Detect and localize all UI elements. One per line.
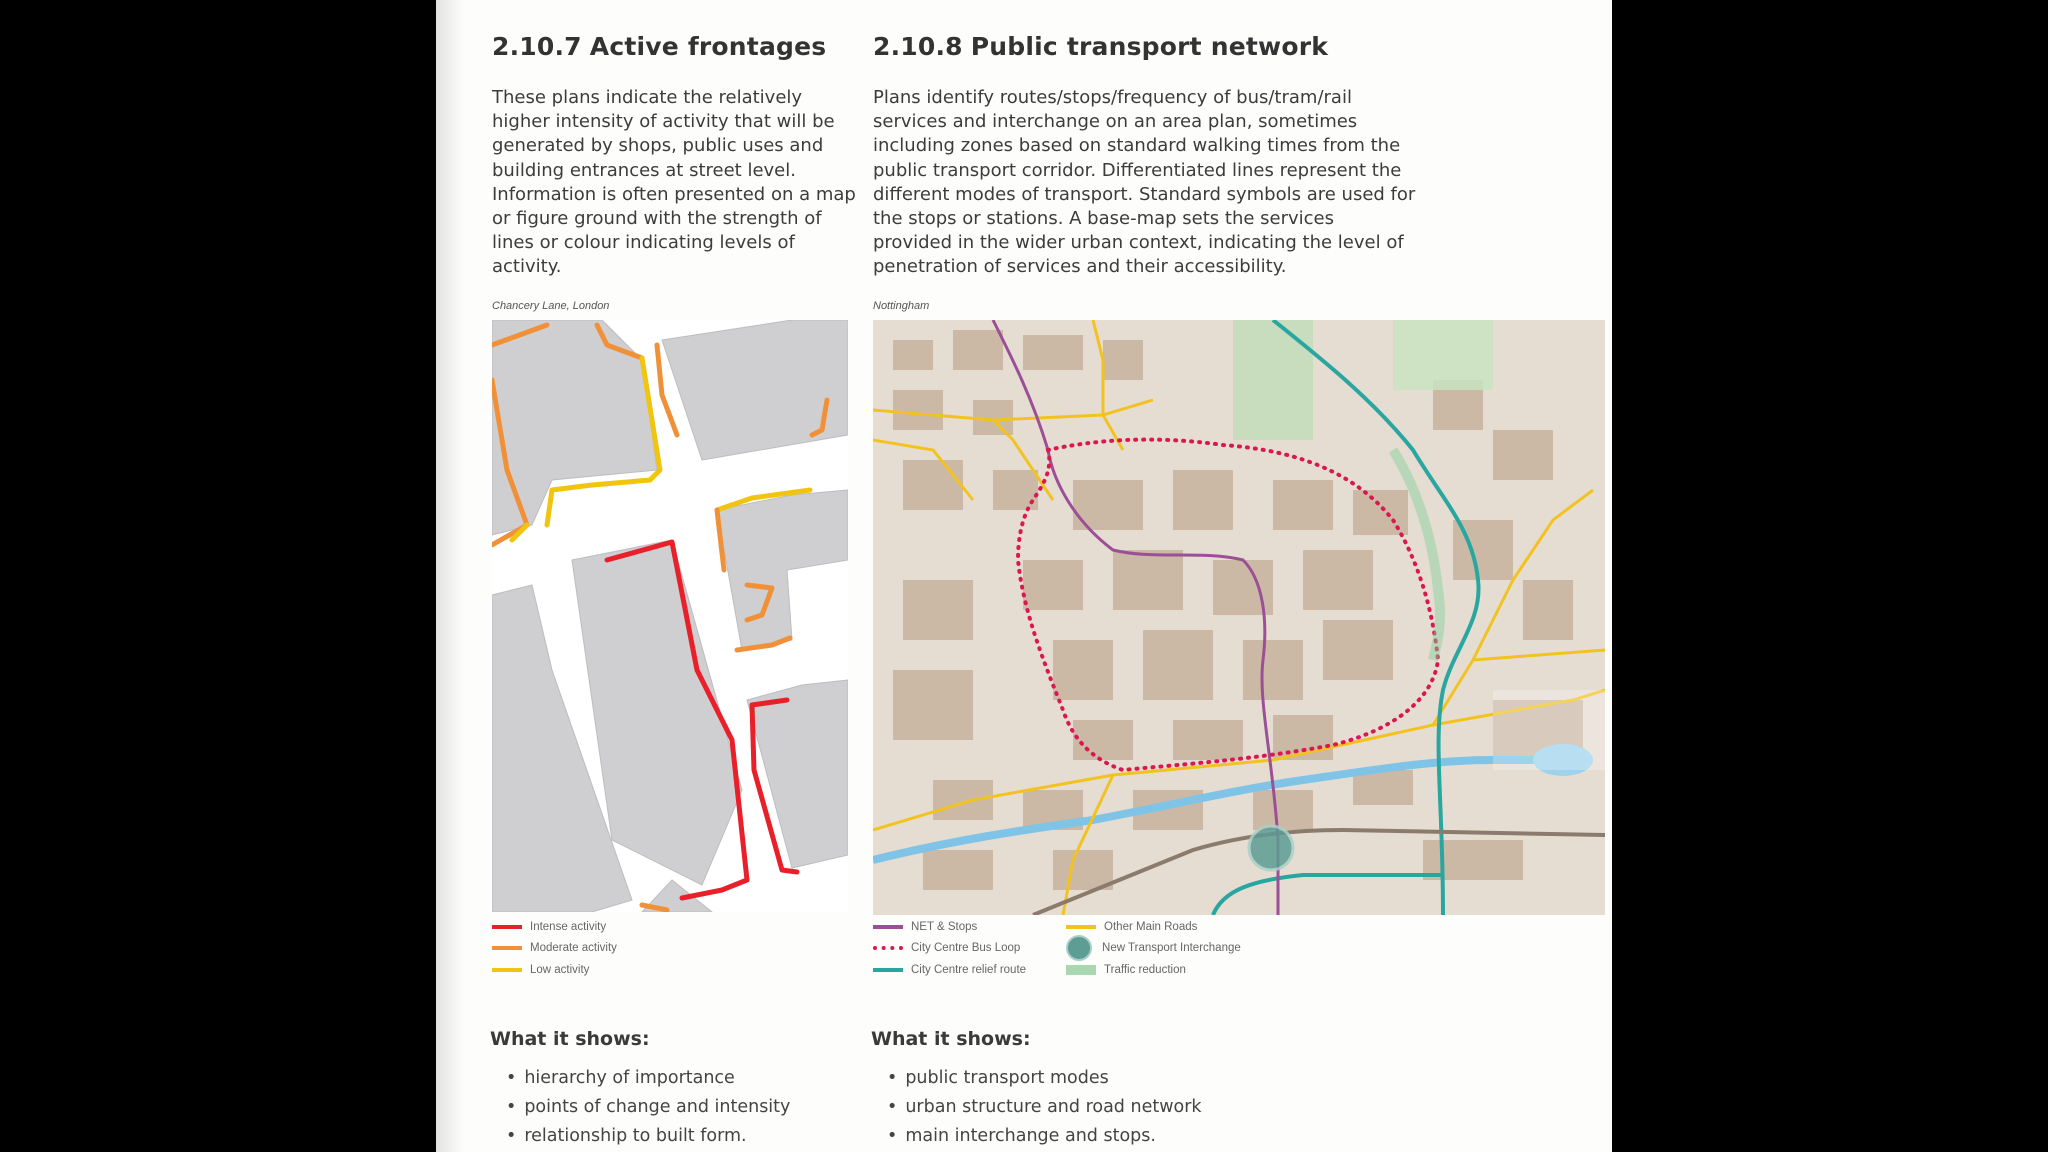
what-it-shows-heading: What it shows: (871, 1028, 1031, 1050)
what-it-shows-list (871, 1064, 1202, 1151)
what-it-shows-right (871, 1028, 1202, 1151)
section-number: 2.10.7 (492, 32, 582, 61)
legend-item-main-roads (1066, 916, 1241, 938)
yellow-line-swatch (1066, 925, 1096, 929)
legend-label: Intense activity (530, 920, 607, 933)
active-frontages-map-graphic (492, 320, 848, 912)
section-title: Active frontages (589, 32, 827, 61)
legend-label: City Centre Bus Loop (911, 942, 1021, 955)
legend-item-relief-route (873, 959, 1026, 981)
public-transport-map-graphic (873, 320, 1605, 915)
red-line-swatch (492, 925, 522, 929)
purple-line-swatch (873, 925, 903, 929)
active-frontages-map (492, 320, 848, 912)
section-intro-text: Plans identify routes/stops/frequency of bus/tram/rail services and interchange on an area plan, sometimes including zones based on standard walking times from the public transport corridor. Differentiated lines represent the different modes of transport. Standard symbols are used for the stops or stations. A base-map sets the services provided in the wider urban context, indicating the level of penetration of services and their accessibility. (873, 87, 1416, 278)
what-it-shows-left (490, 1028, 790, 1151)
legend-label: Other Main Roads (1104, 920, 1198, 933)
teal-line-swatch (873, 968, 903, 972)
document-page (436, 0, 1612, 1152)
page-gutter-shadow (436, 0, 464, 1152)
list-item: • relationship to built form. (506, 1122, 790, 1151)
list-item: • points of change and intensity (506, 1093, 790, 1122)
section-heading-active-frontages (492, 32, 826, 61)
legend-label: Traffic reduction (1104, 963, 1186, 976)
list-item: • hierarchy of importance (506, 1064, 790, 1093)
map-caption: Chancery Lane, London (492, 300, 610, 312)
legend-label: City Centre relief route (911, 963, 1027, 976)
list-item: • urban structure and road network (887, 1093, 1202, 1122)
legend-label: Low activity (530, 963, 590, 976)
transport-interchange-icon (1249, 826, 1293, 870)
activity-legend (492, 916, 617, 981)
legend-column-2 (1066, 916, 1241, 981)
section-heading-public-transport (873, 32, 1328, 61)
public-transport-map (873, 320, 1605, 915)
legend-item-bus-loop (873, 938, 1026, 960)
legend-item-low (492, 959, 617, 981)
section-title: Public transport network (970, 32, 1329, 61)
legend-item-traffic-reduction (1066, 959, 1241, 981)
legend-column-1 (873, 916, 1026, 981)
legend-label: Moderate activity (530, 942, 617, 955)
orange-line-swatch (492, 946, 522, 950)
legend-columns (873, 916, 1241, 981)
section-number: 2.10.8 (873, 32, 963, 61)
interchange-circle-icon (1066, 935, 1092, 961)
legend-item-moderate (492, 938, 617, 960)
map-caption: Nottingham (873, 300, 930, 312)
what-it-shows-heading: What it shows: (490, 1028, 650, 1050)
legend-item-net (873, 916, 1026, 938)
section-intro-text: These plans indicate the relatively higher intensity of activity that will be generated by shops, public uses and building entrances at street level. Information is often presented on a map or figure ground with the strength of lines or colour indicating levels of activity. (492, 87, 856, 278)
legend-item-interchange (1066, 938, 1241, 960)
list-item: • public transport modes (887, 1064, 1202, 1093)
green-area-swatch (1066, 965, 1096, 975)
list-item: • main interchange and stops. (887, 1122, 1202, 1151)
legend-label: New Transport Interchange (1102, 942, 1241, 955)
what-it-shows-list (490, 1064, 790, 1151)
dotted-line-swatch (873, 946, 903, 950)
transport-legend (873, 916, 1241, 981)
yellow-line-swatch (492, 968, 522, 972)
legend-label: NET & Stops (911, 920, 978, 933)
legend-item-intense (492, 916, 617, 938)
